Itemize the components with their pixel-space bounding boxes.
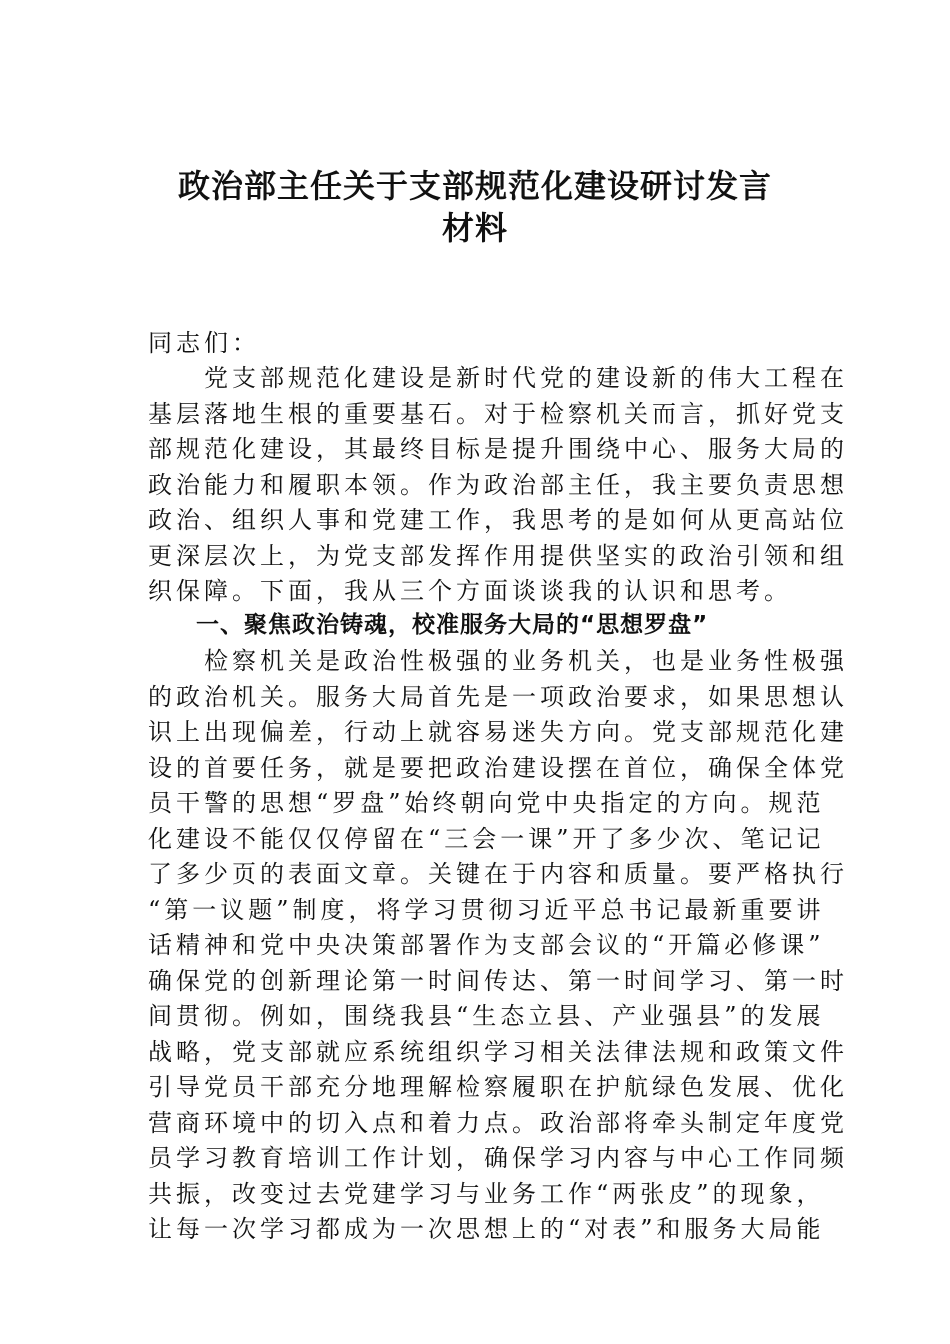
paragraph-2-line: 共振，改变过去党建学习与业务工作“两张皮”的现象， [148,1179,825,1208]
document-title-line-2: 材料 [441,209,508,247]
paragraph-1-line: 部规范化建设，其最终目标是提升围绕中心、服务大局的 [148,435,848,463]
paragraph-1-line: 更深层次上，为党支部发挥作用提供坚实的政治引领和组 [148,541,848,570]
paragraph-2-line: “第一议题”制度，将学习贯彻习近平总书记最新重要讲 [148,895,825,924]
paragraph-2-line: 检察机关是政治性极强的业务机关，也是业务性极强 [148,647,848,675]
paragraph-2 [148,644,848,1248]
paragraph-2-line: 间贯彻。例如，围绕我县“生态立县、产业强县”的发展 [148,1002,825,1030]
paragraph-1-line: 织保障。下面，我从三个方面谈谈我的认识和思考。 [148,577,792,605]
paragraph-2-line: 让每一次学习都成为一次思想上的“对表”和服务大局能 [148,1215,825,1243]
paragraph-2-line: 识上出现偏差，行动上就容易迷失方向。党支部规范化建 [148,718,848,746]
paragraph-2-line: 了多少页的表面文章。关键在于内容和质量。要严格执行 [148,860,848,888]
paragraph-2-line: 确保党的创新理论第一时间传达、第一时间学习、第一时 [148,966,848,995]
paragraph-2-line: 营商环境中的切入点和着力点。政治部将牵头制定年度党 [148,1108,848,1137]
paragraph-1 [148,361,848,610]
paragraph-2-line: 引导党员干部充分地理解检察履职在护航绿色发展、优化 [148,1073,848,1101]
paragraph-2-line: 化建设不能仅仅停留在“三会一课”开了多少次、笔记记 [148,824,825,853]
paragraph-2-line: 的政治机关。服务大局首先是一项政治要求，如果思想认 [148,682,848,711]
paragraph-2-line: 战略，党支部就应系统组织学习相关法律法规和政策文件 [148,1037,848,1066]
paragraph-1-line: 政治能力和履职本领。作为政治部主任，我主要负责思想 [148,470,848,499]
section-1-heading: 一、聚焦政治铸魂，校准服务大局的“思想罗盘” [196,612,709,638]
paragraph-2-line: 设的首要任务，就是要把政治建设摆在首位，确保全体党 [148,753,848,782]
greeting: 同志们： [148,329,260,357]
paragraph-1-line: 基层落地生根的重要基石。对于检察机关而言，抓好党支 [148,399,848,428]
paragraph-2-line: 员干警的思想“罗盘”始终朝向党中央指定的方向。规范 [148,789,825,817]
paragraph-1-line: 政治、组织人事和党建工作，我思考的是如何从更高站位 [148,506,848,534]
document-title-line-1: 政治部主任关于支部规范化建设研讨发言 [177,167,772,205]
paragraph-1-line: 党支部规范化建设是新时代党的建设新的伟大工程在 [148,364,848,392]
paragraph-2-line: 员学习教育培训工作计划，确保学习内容与中心工作同频 [148,1144,848,1172]
paragraph-2-line: 话精神和党中央决策部署作为支部会议的“开篇必修课” [148,931,825,959]
